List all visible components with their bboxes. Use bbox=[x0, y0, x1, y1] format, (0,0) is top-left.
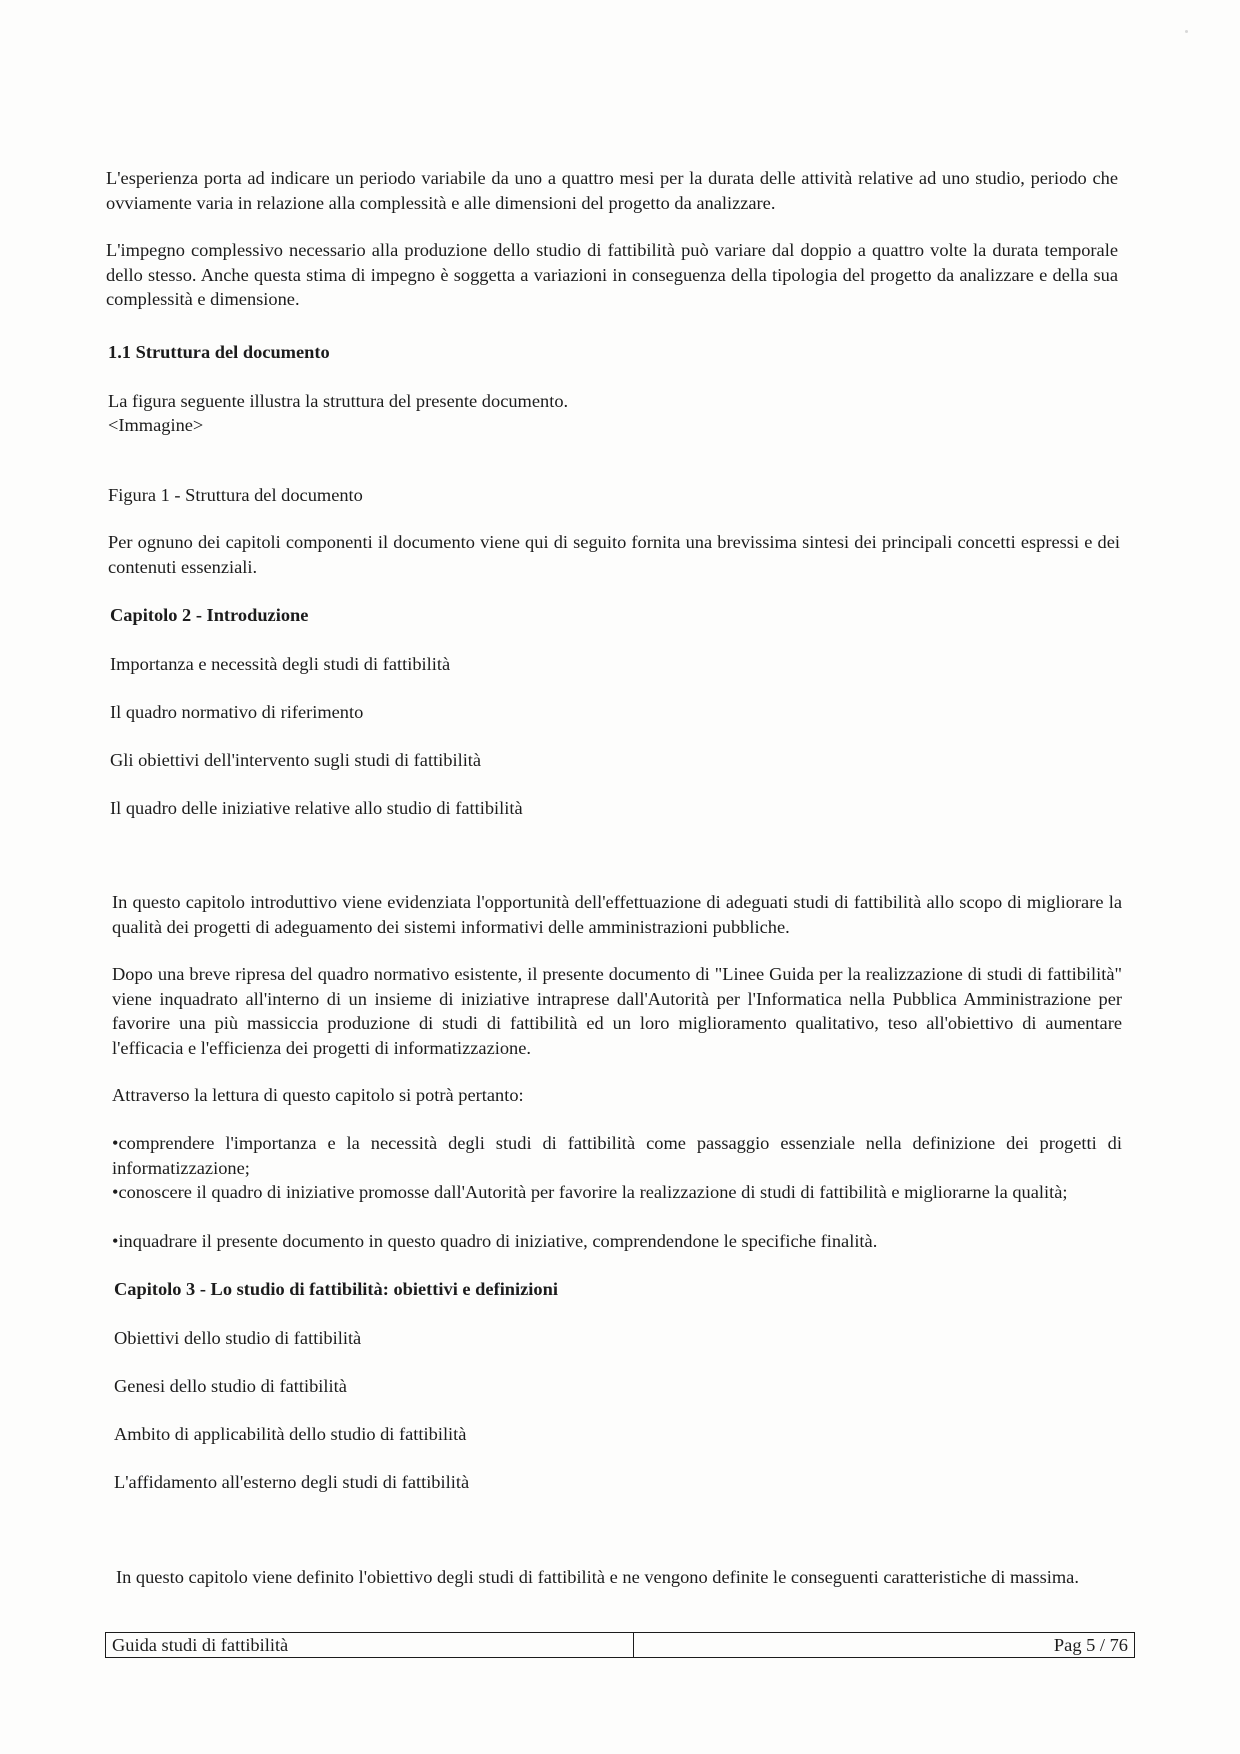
image-placeholder: <Immagine> bbox=[108, 415, 204, 435]
page-footer bbox=[105, 1632, 1135, 1658]
paragraph-effort: L'impegno complessivo necessario alla produzione dello studio di fattibilità può variare dal doppio a quattro volte la durata temporale dello stesso. Anche questa stima di impegno è soggetta a variazioni in conseguenza della tipologia del progetto da analizzare e della sua complessità e dimensione. bbox=[106, 240, 1118, 309]
chapter2-bullet: •conoscere il quadro di iniziative promosse dall'Autorità per favorire la realizzazione di studi di fattibilità e migliorarne la qualità; bbox=[112, 1182, 1068, 1202]
chapter3-heading: Capitolo 3 - Lo studio di fattibilità: obiettivi e definizioni bbox=[114, 1279, 558, 1299]
figure-intro: La figura seguente illustra la struttura del presente documento. bbox=[108, 391, 569, 411]
chapter2-heading: Capitolo 2 - Introduzione bbox=[110, 605, 309, 625]
chapter3-topic: Obiettivi dello studio di fattibilità bbox=[114, 1328, 362, 1348]
chapter2-topic: Importanza e necessità degli studi di fattibilità bbox=[110, 654, 451, 674]
chapter3-text: In questo capitolo viene definito l'obiettivo degli studi di fattibilità e ne vengono definite le conseguenti caratteristiche di massima. bbox=[116, 1567, 1079, 1587]
footer-document-title: Guida studi di fattibilità bbox=[106, 1633, 634, 1657]
chapter3-topic: Genesi dello studio di fattibilità bbox=[114, 1376, 347, 1396]
chapter2-bullet: •inquadrare il presente documento in questo quadro di iniziative, comprendendone le specifiche finalità. bbox=[112, 1231, 878, 1251]
scan-speck bbox=[1185, 30, 1188, 33]
section-heading: 1.1 Struttura del documento bbox=[108, 342, 330, 362]
chapter2-text: Dopo una breve ripresa del quadro normativo esistente, il presente documento di "Linee Guida per la realizzazione di studi di fattibilità" viene inquadrato all'interno di un insieme di iniziative intraprese dall'Autorità per l'Informatica nella Pubblica Amministrazione per favorire una più massiccia produzione di studi di fattibilità ed un loro miglioramento qualitativo, teso all'obiettivo di aumentare l'efficacia e l'efficienza dei progetti di informatizzazione. bbox=[112, 964, 1122, 1058]
chapter2-text: Attraverso la lettura di questo capitolo si potrà pertanto: bbox=[112, 1085, 524, 1105]
chapter3-topic: L'affidamento all'esterno degli studi di fattibilità bbox=[114, 1472, 470, 1492]
chapters-intro: Per ognuno dei capitoli componenti il documento viene qui di seguito fornita una brevissima sintesi dei principali concetti espressi e dei contenuti essenziali. bbox=[108, 532, 1120, 577]
chapter2-topic: Gli obiettivi dell'intervento sugli studi di fattibilità bbox=[110, 750, 482, 770]
footer-page-number: Pag 5 / 76 bbox=[1053, 1635, 1128, 1655]
chapter3-topic: Ambito di applicabilità dello studio di fattibilità bbox=[114, 1424, 467, 1444]
chapter2-topic: Il quadro normativo di riferimento bbox=[110, 702, 364, 722]
chapter2-topic: Il quadro delle iniziative relative allo studio di fattibilità bbox=[110, 798, 523, 818]
paragraph-duration: L'esperienza porta ad indicare un periodo variabile da uno a quattro mesi per la durata delle attività relative ad uno studio, periodo che ovviamente varia in relazione alla complessità e alle dimensioni del progetto da analizzare. bbox=[106, 168, 1118, 213]
chapter2-text: In questo capitolo introduttivo viene evidenziata l'opportunità dell'effettuazione di adeguati studi di fattibilità allo scopo di migliorare la qualità dei progetti di adeguamento dei sistemi informativi delle amministrazioni pubbliche. bbox=[112, 892, 1122, 937]
chapter2-bullet: •comprendere l'importanza e la necessità degli studi di fattibilità come passaggio essenziale nella definizione dei progetti di informatizzazione; bbox=[112, 1133, 1122, 1178]
figure-caption: Figura 1 - Struttura del documento bbox=[108, 485, 363, 505]
